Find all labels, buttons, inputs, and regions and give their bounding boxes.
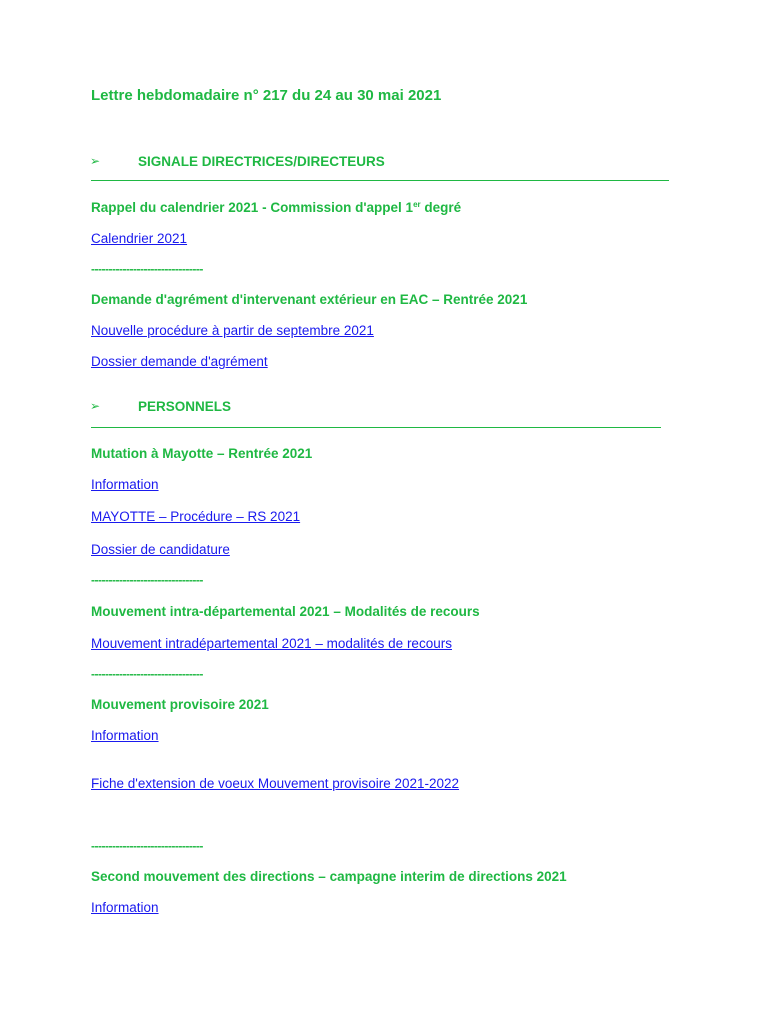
link-information-provisoire[interactable]: Information [91,728,159,743]
heading-rappel-calendrier: Rappel du calendrier 2021 - Commission d'appel 1er degré [91,200,462,215]
heading-mutation-mayotte: Mutation à Mayotte – Rentrée 2021 [91,446,313,461]
heading-mouvement-provisoire: Mouvement provisoire 2021 [91,697,269,712]
link-nouvelle-procedure[interactable]: Nouvelle procédure à partir de septembre 2021 [91,323,374,338]
link-mayotte-procedure[interactable]: MAYOTTE – Procédure – RS 2021 [91,509,301,524]
heading-second-mouvement: Second mouvement des directions – campagne interim de directions 2021 [91,869,567,884]
separator-line: -------------------------------- [91,262,203,276]
link-fiche-extension[interactable]: Fiche d'extension de voeux Mouvement provisoire 2021-2022 [91,776,460,791]
arrow-bullet-icon: ➢ [90,399,101,413]
link-dossier-candidature[interactable]: Dossier de candidature [91,542,230,557]
section-divider [91,427,661,428]
separator-line: -------------------------------- [91,573,203,587]
section-title-directeurs: SIGNALE DIRECTRICES/DIRECTEURS [138,154,385,169]
arrow-bullet-icon: ➢ [90,154,101,168]
separator-line: -------------------------------- [91,667,203,681]
link-mouvement-intra[interactable]: Mouvement intradépartemental 2021 – modalités de recours [91,636,452,651]
section-title-personnels: PERSONNELS [138,399,232,414]
link-information-directions[interactable]: Information [91,900,159,915]
link-dossier-agrement[interactable]: Dossier demande d'agrément [91,354,268,369]
link-calendrier-2021[interactable]: Calendrier 2021 [91,231,188,246]
separator-line: -------------------------------- [91,839,203,853]
heading-demande-agrement: Demande d'agrément d'intervenant extérieur en EAC – Rentrée 2021 [91,292,528,307]
heading-mouvement-intra: Mouvement intra-départemental 2021 – Modalités de recours [91,604,480,619]
section-divider [91,180,669,181]
link-information-mayotte[interactable]: Information [91,477,159,492]
page-title: Lettre hebdomadaire n° 217 du 24 au 30 mai 2021 [91,87,442,104]
